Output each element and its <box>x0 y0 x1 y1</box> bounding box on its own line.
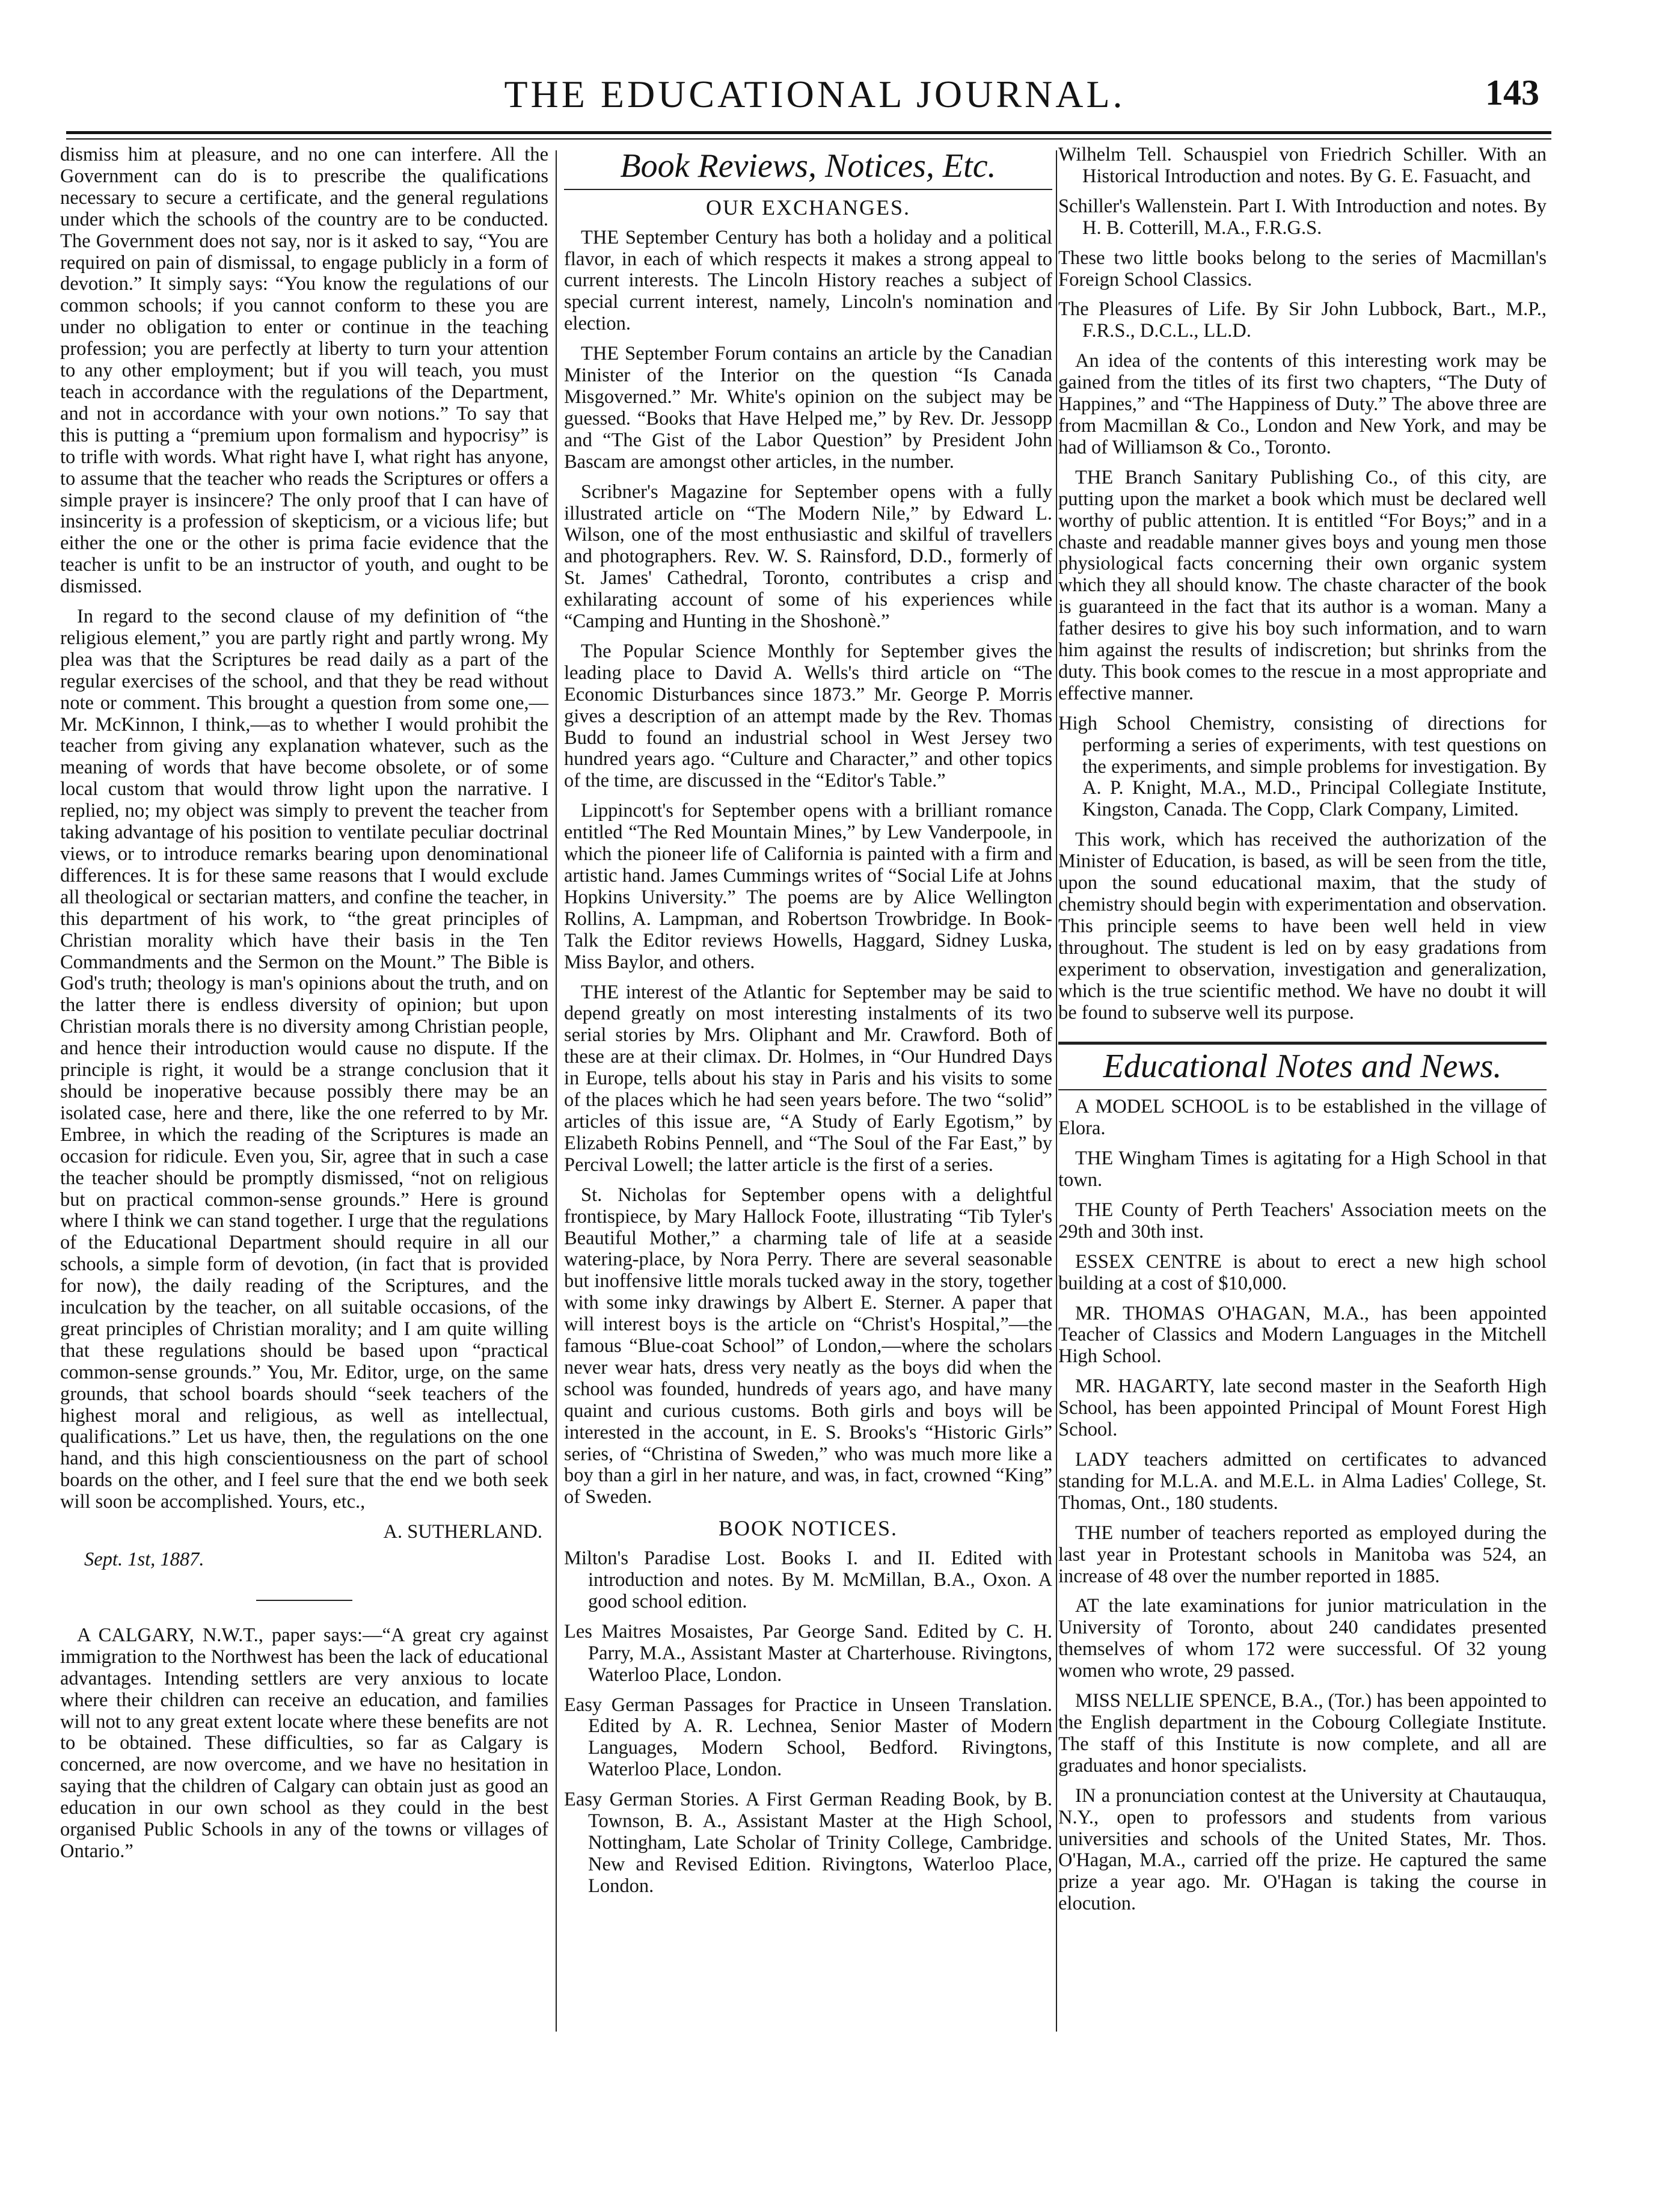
page-header <box>66 72 1563 126</box>
review-paragraph: This work, which has received the authorization of the Minister of Education, is based, as will be seen from the title, upon the sound educational maxim, that the study of chemistry should begin with experimentation and observation. This principle seems to have been well held in view throughout. The student is led on by easy gradations from experiment to observation, investigation and generalization, which is the true scientific method. We have no doubt it will be found to subserve well its purpose. <box>1058 829 1547 1024</box>
column-book-reviews <box>564 144 1052 1906</box>
book-notice: Wilhelm Tell. Schauspiel von Friedrich Schiller. With an Historical Introduction and notes. By G. E. Fasuacht, and <box>1058 144 1547 187</box>
news-item: A MODEL SCHOOL is to be established in the village of Elora. <box>1058 1096 1547 1140</box>
exchange-item: St. Nicholas for September opens with a delightful frontispiece, by Mary Hallock Foote, illustrating “Tib Tyler's Beautiful Mother,” a charming tale of life at a seaside watering-place, by Nora Perry. There are several seasonable but inoffensive little morals tucked away in the story, together with some inky drawings by Albert E. Sterner. A paper that will interest boys is the article on “Christ's Hospital,”—the famous “Blue-coat School” of London,—where the scholars never wear hats, dress very neatly as the boys did when the school was founded, hundreds of years ago, and have many quaint and curious customs. Both girls and boys will be interested in the account, in E. S. Brooks's “Historic Girls” series, of “Christina of Sweden,” who was much more like a boy than a girl in her nature, and was, in fact, crowned “King” of Sweden. <box>564 1184 1052 1508</box>
news-item: THE Wingham Times is agitating for a High School in that town. <box>1058 1147 1547 1191</box>
column-notices-news <box>1058 144 1547 1923</box>
review-paragraph: THE Branch Sanitary Publishing Co., of this city, are putting upon the market a book which must be declared well worthy of public attention. It is entitled “For Boys;” and in a chaste and readable manner gives boys and young men those physiological facts concerning their own organic system which they all should know. The chaste character of the book is guaranteed in the fact that its author is a woman. Many a father desires to give his boy such information, and to warn him against the results of indiscretion; but shrinks from the duty. This book comes to the rescue in a most appropriate and effective manner. <box>1058 466 1547 704</box>
heading-rule <box>1058 1089 1547 1090</box>
letter-paragraph: In regard to the second clause of my definition of “the religious element,” you are partly right and partly wrong. My plea was that the Scriptures be read daily as a part of the regular exercises of the school, and that they be read without note or comment. This brought a question from some one,—Mr. McKinnon, I think,—as to whether I would prohibit the teacher from giving any explanation whatever, such as the meaning of words that have become obsolete, or of some local custom that would throw light upon the narrative. I replied, no; my object was simply to prevent the teacher from taking advantage of his position to ventilate peculiar doctrinal views, or to introduce remarks bearing upon denominational differences. It is for these same reasons that I would exclude all theological or sectarian matters, and confine the teacher, in this department of his work, to “the great principles of Christian morality which have their basis in the Ten Commandments and the Sermon on the Mount.” The Bible is God's truth; theology is man's opinions about the truth, and on the latter there is endless diversity of opinion; but upon Christian morals there is no diversity among Christian people, and hence their introduction would cause no dispute. If the principle is right, it would be a strange conclusion that it should be inoperative because possibly there may be an isolated case, here and there, like the one referred to by Mr. Embree, in which the reading of the Scriptures is made an occasion for ridicule. Even you, Sir, agree that in such a case the teacher should be promptly dismissed, “not on religious but on practical common-sense grounds.” Here is ground where I think we can stand together. I urge that the regulations of the Educational Department should require in all our schools, a simple form of devotion, (in fact that is provided for now), the daily reading of the Scriptures, and the inculcation by the teacher, on all suitable occasions, of the great principles of Christian morality; and I am quite willing that these regulations should be based upon “practical common-sense grounds.” You, Mr. Editor, urge, on the same grounds, that school boards should “seek teachers of the highest moral and religious, as well as intellectual, qualifications.” Let us have, then, the regulations on the one hand, and this high conscientiousness on the part of school boards on the other, and I feel sure that the end we both seek will soon be accomplished. Yours, etc., <box>60 606 548 1513</box>
exchange-item: Scribner's Magazine for September opens with a fully illustrated article on “The Modern Nile,” by Edward L. Wilson, one of the most enthusiastic and skilful of travellers and photographers. Rev. W. S. Rainsford, D.D., formerly of St. James' Cathedral, Toronto, contributes a crisp and exhilarating account of some of his experiences while “Camping and Hunting in the Shoshonè.” <box>564 481 1052 633</box>
letter-signature: A. SUTHERLAND. <box>383 1521 542 1543</box>
exchanges-heading: OUR EXCHANGES. <box>705 195 910 220</box>
news-item: AT the late examinations for junior matriculation in the University of Toronto, about 240 candidates presented themselves of whom 172 were successful. Of 32 young women who wrote, 29 passed. <box>1058 1595 1547 1682</box>
column-letter <box>60 144 548 1871</box>
news-item: IN a pronunciation contest at the University at Chautauqua, N.Y., open to professors and students from various universities and schools of the United States, Mr. Thos. O'Hagan, M.A., carried off the prize. He captured the same prize a year ago. Mr. O'Hagan is taking the course in elocution. <box>1058 1784 1547 1915</box>
book-notice: Schiller's Wallenstein. Part I. With Introduction and notes. By H. B. Cotterill, M.A., F.R.G.S. <box>1058 195 1547 239</box>
news-item: LADY teachers admitted on certificates to advanced standing for M.L.A. and M.E.L. in Alma Ladies' College, St. Thomas, Ont., 180 students. <box>1058 1449 1547 1514</box>
header-rule-thin <box>66 138 1551 140</box>
review-paragraph: These two little books belong to the series of Macmillan's Foreign School Classics. <box>1058 247 1547 290</box>
exchange-item: THE September Century has both a holiday and a political flavor, in each of which respects it makes a strong appeal to current interests. The Lincoln History reaches a subject of special current interest, namely, Lincoln's nomination and election. <box>564 226 1052 335</box>
news-item: THE number of teachers reported as employed during the last year in Protestant schools in Manitoba was 524, an increase of 48 over the number reported in 1885. <box>1058 1522 1547 1587</box>
heading-rule <box>1058 1042 1547 1045</box>
news-item: ESSEX CENTRE is about to erect a new high school building at a cost of $10,000. <box>1058 1250 1547 1294</box>
section-divider <box>256 1600 352 1601</box>
review-paragraph: An idea of the contents of this interesting work may be gained from the titles of its first two chapters, “The Duty of Happines,” and “The Happiness of Duty.” The above three are from Macmillan & Co., London and New York, and may be had of Williamson & Co., Toronto. <box>1058 350 1547 458</box>
letter-paragraph: dismiss him at pleasure, and no one can interfere. All the Government can do is to prescribe the qualifications necessary to secure a certificate, and the general regulations under which the schools of the country are to be conducted. The Government does not say, nor is it asked to say, “You are required on pain of dismissal, to engage publicly in a form of devotion.” It simply says: “You know the regulations of our common schools; if you cannot conform to these you are under no obligation to enter or continue in the teaching profession; you are perfectly at liberty to turn your attention to any other employment; but if you will teach, you must teach in accordance with the regulations of the Department, and not in accordance with your own notions.” To say that this is putting a “premium upon formalism and hypocrisy” is to trifle with words. What right have I, what right has anyone, to assume that the teacher who reads the Scriptures or offers a simple prayer is insincere? The only proof that I can have of insincerity is a profession of skepticism, or a vicious life; but either the one or the other is prima facie evidence that the teacher is unfit to be an instructor of youth, and ought to be dismissed. <box>60 144 548 598</box>
column-divider <box>556 150 557 2032</box>
column-divider <box>1056 150 1057 2032</box>
header-rule-thick <box>66 131 1551 134</box>
page-number: 143 <box>1485 73 1539 112</box>
calgary-paragraph: A CALGARY, N.W.T., paper says:—“A great cry against immigration to the Northwest has been the lack of educational advantages. Intending settlers are very anxious to locate where their children can receive an education, and families will not to any great extent locate where these benefits are not to be obtained. These difficulties, so far as Calgary is concerned, are now overcome, and we have no hesitation in saying that the children of Calgary can obtain just as good an education in our own school as they could in the best organised Public Schools in any of the towns or villages of Ontario.” <box>60 1624 548 1862</box>
exchange-item: THE interest of the Atlantic for September may be said to depend greatly on most interesting instalments of its two serial stories by Mrs. Oliphant and Mr. Crawford. Both of these are at their climax. Dr. Holmes, in “Our Hundred Days in Europe, tells about his stay in Paris and his visits to some of the places which he had seen years before. The two “solid” articles of this issue are, “A Study of Early Egotism,” by Elizabeth Robins Pennell, and “The Soul of the Far East,” by Percival Lowell; the latter article is the first of a series. <box>564 981 1052 1176</box>
book-reviews-heading: Book Reviews, Notices, Etc. <box>620 147 996 185</box>
educational-notes-heading: Educational Notes and News. <box>1103 1048 1502 1086</box>
heading-rule <box>564 189 1052 190</box>
news-item: THE County of Perth Teachers' Association meets on the 29th and 30th inst. <box>1058 1199 1547 1243</box>
letter-dateline: Sept. 1st, 1887. <box>84 1549 204 1570</box>
exchange-item: THE September Forum contains an article by the Canadian Minister of the Interior on the question “Is Canada Misgoverned.” Mr. White's opinion on the subject may be guessed. “Books that Have Helped me,” by Rev. Dr. Jessopp and “The Gist of the Labor Question” by President John Bascam are amongst other articles, in the number. <box>564 343 1052 473</box>
news-item: MR. THOMAS O'HAGAN, M.A., has been appointed Teacher of Classics and Modern Languages in the Mitchell High School. <box>1058 1302 1547 1368</box>
exchange-item: The Popular Science Monthly for September gives the leading place to David A. Wells's third article on “The Economic Disturbances since 1873.” Mr. George P. Morris gives a description of an attempt made by the Rev. Thomas Budd to found an industrial school in West Jersey two hundred years ago. “Culture and Character,” and other topics of the time, are discussed in the “Editor's Table.” <box>564 640 1052 792</box>
book-notice: Les Maitres Mosaistes, Par George Sand. Edited by C. H. Parry, M.A., Assistant Master at Charterhouse. Rivingtons, Waterloo Place, London. <box>564 1620 1052 1686</box>
book-notice: Easy German Stories. A First German Reading Book, by B. Townson, B. A., Assistant Master at the High School, Nottingham, Late Scholar of Trinity College, Cambridge. New and Revised Edition. Rivingtons, Waterloo Place, London. <box>564 1789 1052 1897</box>
exchange-item: Lippincott's for September opens with a brilliant romance entitled “The Red Mountain Mines,” by Lew Vanderpoole, in which the pioneer life of California is painted with a firm and artistic hand. James Cummings writes of “Social Life at Johns Hopkins University.” The poems are by Alice Wellington Rollins, A. Lampman, and Robertson Trowbridge. In Book-Talk the Editor reviews Howells, Haggard, Sidney Luska, Miss Baylor, and others. <box>564 800 1052 973</box>
book-notice: Milton's Paradise Lost. Books I. and II. Edited with introduction and notes. By M. McMillan, B.A., Oxon. A good school edition. <box>564 1547 1052 1612</box>
book-notice: The Pleasures of Life. By Sir John Lubbock, Bart., M.P., F.R.S., D.C.L., LL.D. <box>1058 298 1547 342</box>
news-item: MR. HAGARTY, late second master in the Seaforth High School, has been appointed Principal of Mount Forest High School. <box>1058 1375 1547 1441</box>
journal-title: THE EDUCATIONAL JOURNAL. <box>504 73 1126 115</box>
book-notice: Easy German Passages for Practice in Unseen Translation. Edited by A. R. Lechnea, Senior Master of Modern Languages, Modern School, Bedford. Rivingtons, Waterloo Place, London. <box>564 1694 1052 1781</box>
book-notice: High School Chemistry, consisting of directions for performing a series of experiments, with test questions on the experiments, and simple problems for investigation. By A. P. Knight, M.A., M.D., Principal Collegiate Institute, Kingston, Canada. The Copp, Clark Company, Limited. <box>1058 712 1547 821</box>
news-item: MISS NELLIE SPENCE, B.A., (Tor.) has been appointed to the English department in the Cobourg Collegiate Institute. The staff of this Institute is now complete, and all are graduates and honor specialists. <box>1058 1690 1547 1777</box>
book-notices-heading: BOOK NOTICES. <box>718 1516 898 1541</box>
